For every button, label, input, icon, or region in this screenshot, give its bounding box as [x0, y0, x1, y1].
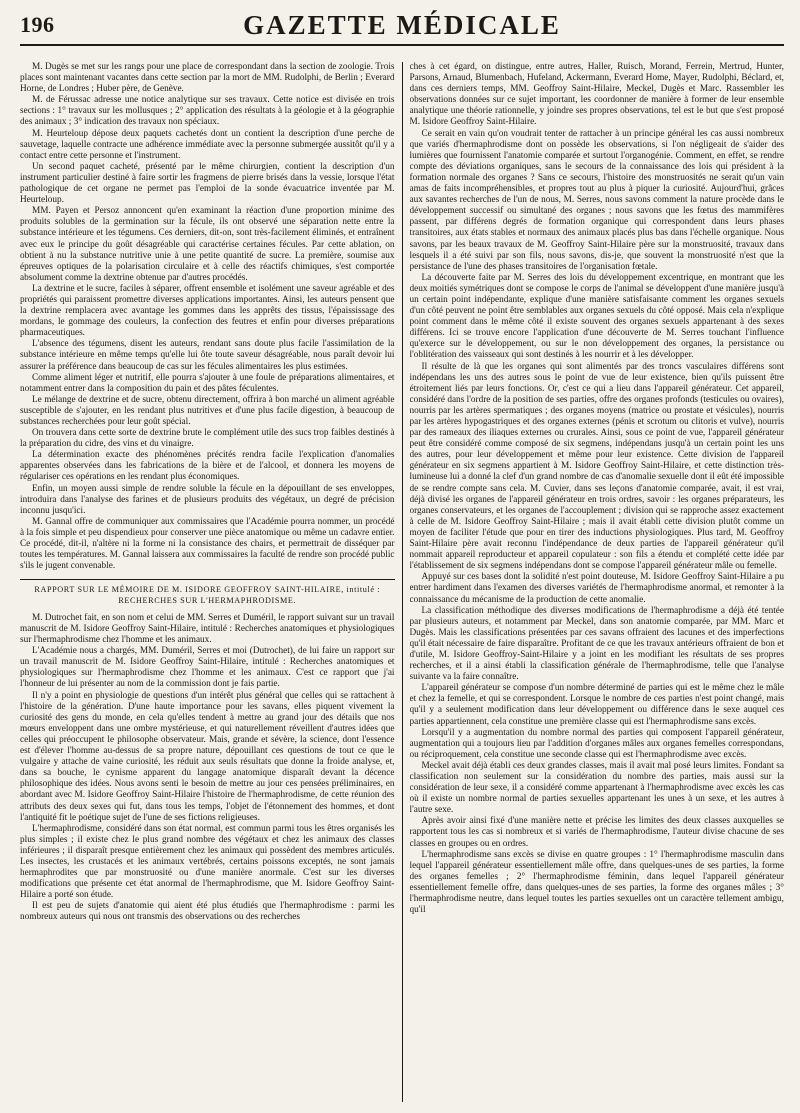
- paragraph: Meckel avait déjà établi ces deux grandes classes, mais il avait mal posé leurs limites. Fondant sa classification non seulement sur la considération du nombre des parties, mais aussi sur la considération de leur sexe, il a considéré comme appartenant à l'hermaphrodisme avec excès les cas où il existe un nombre normal de parties sexuelles appartenant les unes à un sexe, et les autres à l'autre sexe.: [409, 760, 784, 816]
- paragraph: Le mélange de dextrine et de sucre, obtenu directement, offrira à bon marché un aliment agréable susceptible de s'ajouter, en les rendant plus nutritives et d'une plus facile digestion, à beaucoup de substances recherchées pour leur goût spécial.: [20, 394, 395, 427]
- report-heading: RAPPORT SUR LE MÉMOIRE DE M. ISIDORE GEOFFROY SAINT-HILAIRE, intitulé : RECHERCHES SUR L'HERMAPHRODISME.: [34, 585, 381, 606]
- journal-title: GAZETTE MÉDICALE: [243, 10, 561, 40]
- right-paragraphs: [410, 62, 785, 916]
- left-column: [20, 62, 395, 1102]
- columns: [20, 62, 784, 1102]
- paragraph: L'hermaphrodisme sans excès se divise en quatre groupes : 1° l'hermaphrodisme masculin dans lequel l'appareil générateur essentiellement mâle offre, dans quelques-unes de ses parties, la forme des organes femelles ; 2° l'hermaphrodisme féminin, dans lequel l'appareil générateur essentiellement femelle offre, dans quelques-unes de ses parties, la forme des organes mâles ; 3° l'hermaphrodisme neutre, dans lequel toutes les parties sexuelles ont un caractère tellement ambigu, qu'il: [409, 849, 784, 916]
- paragraph: L'hermaphrodisme, considéré dans son état normal, est commun parmi tous les êtres organisés les plus simples ; il existe chez le plus grand nombre des végétaux et chez les animaux des classes inférieures ; il disparaît presque entièrement chez les animaux qui possèdent des membres articulés. Les insectes, les crustacés et les animaux vertébrés, certains poissons exceptés, ne sont jamais hermaphrodites que par monstruosité ou d'une manière anormale. C'est sur les diverses modifications que présente cet état anormal de l'hermaphrodisme, que M. Isidore Geoffroy Saint-Hilaire a porté son étude.: [20, 823, 395, 901]
- paragraph: Enfin, un moyen aussi simple de rendre soluble la fécule en la dépouillant de ses enveloppes, introduira dans l'analyse des farines et de plusieurs produits des végétaux, un degré de précision inconnu jusqu'ici.: [20, 483, 395, 516]
- paragraph: Il est peu de sujets d'anatomie qui aient été plus étudiés que l'hermaphrodisme : parmi les nombreux auteurs qui nous ont transmis des observations ou des recherches: [20, 901, 395, 923]
- paragraph: L'absence des tégumens, disent les auteurs, rendant sans doute plus facile l'assimilation de la substance intérieure en même temps qu'elle lui ôte toute saveur désagréable, nous paraît devoir lui assurer la préférence dans beaucoup de cas sur les fécules alimentaires les plus estimées.: [20, 339, 395, 372]
- right-column: [410, 62, 785, 1102]
- paragraph: L'Académie nous a chargés, MM. Duméril, Serres et moi (Dutrochet), de lui faire un rapport sur un travail manuscrit de M. Isidore Geoffroy Saint-Hilaire, intitulé : Recherches anatomiques et physiologiques sur l'hermaphrodisme chez l'homme et les animaux. C'est ce rapport que j'ai l'honneur de lui présenter au nom de la commission dont je fais partie.: [20, 646, 395, 690]
- paragraph: M. de Férussac adresse une notice analytique sur ses travaux. Cette notice est divisée en trois sections : 1° travaux sur les mollusques ; 2° application des résultats à la géologie et à la géographie des animaux ; 3° indication des travaux non spéciaux.: [20, 95, 395, 128]
- left-paragraphs-after: [20, 613, 395, 924]
- paragraph: L'appareil générateur se compose d'un nombre déterminé de parties qui est le même chez le mâle et chez la femelle, et qui se correspondent. Lorsque le nombre de ces parties n'est point changé, mais qu'il y a seulement modification dans leur développement ou différence dans le sexe auquel ces parties appartiennent, cela constitue une première classe qui est l'hermaphrodisme sans excès.: [409, 683, 784, 727]
- paragraph: M. Dugès se met sur les rangs pour une place de correspondant dans la section de zoologie. Trois places sont maintenant vacantes dans cette section par la mort de MM. Rudolphi, de Berlin ; Everard Horne, de Londres ; Huber père, de Genève.: [20, 62, 395, 95]
- paragraph: Ce serait en vain qu'on voudrait tenter de rattacher à un principe général les cas aussi nombreux que variés d'hermaphrodisme dont on possède les observations, si l'on négligeait de s'aider des lumières que fournissent l'anatomie comparée et surtout l'organogénie. Comment, en effet, se rendre compte des déviations organiques, sans le secours de la connaissance des lois qui président à la formation normale des organes ? Sans ce secours, l'histoire des monstruosités ne serait qu'un vain amas de faits incompréhensibles, et propres tout au plus à piquer la curiosité. Aujourd'hui, grâces aux savantes recherches de l'un de nous, M. Serres, nous savons comment la nature procède dans le développement successif ou simultané des organes ; nous savons que les fœtus des mammifères passent, par différens degrés de formation organique qui correspondent dans leurs phases transitoires, aux états stables et normaux des animaux placés plus bas dans l'échelle organique. Nous savons, par les beaux travaux de M. Geoffroy Saint-Hilaire père sur la monstruosité, travaux dans lesquels il a été suivi par son fils, nous savons, dis-je, que souvent la monstruosité n'est que la persistance de l'une des phases transitoires de l'organisation fœtale.: [409, 128, 784, 272]
- paragraph: La dextrine et le sucre, faciles à séparer, offrent ensemble et isolément une saveur agréable et des propriétés qui paraissent promettre diverses applications importantes. Ainsi, les auteurs pensent que la dextrine remplacera avec avantage les gommes dans les apprêts des tissus, l'épaississage des mordans, le gommage des couleurs, la confection des feutres et enfin pour diverses préparations pharmaceutiques.: [20, 283, 395, 339]
- paragraph: Il résulte de là que les organes qui sont alimentés par des troncs vasculaires différens sont indépendans les uns des autres sous le point de vue de leur existence, bien qu'ils puissent être étroitement liés par leurs fonctions. Or, c'est ce qui a lieu dans l'appareil générateur. Cet appareil, considéré dans l'ordre de la position de ses parties, offre des organes profonds (testicules ou ovaires), nourris par les artères spermatiques ; des organes moyens (matrice ou prostate et vésicules), nourris par les artères hypogastriques et des organes externes (pénis et scrotum ou clitoris et vulve), nourris par des rameaux des iliaques externes ou crurales. Ainsi, sous ce point de vue, l'appareil générateur peut être considéré comme composé de six segmens, indépendans jusqu'à un certain point les uns des autres, pour leur développement et même pour leur existence. Cette division de l'appareil générateur en six segmens appartient à M. Isidore Geoffroy Saint-Hilaire, et cette distinction très-lumineuse lui a donné la clef d'un grand nombre de cas d'anomalie sexuelle dont il eût été impossible de se rendre compte sans cela. M. Cuvier, dans ses leçons d'anatomie comparée, avait, il est vrai, déjà divisé les organes de l'appareil générateur en trois ordres, savoir : les organes préparateurs, les organes conservateurs, et les organes de l'accouplement ; division qui se rapproche assez exactement à celle de M. Isidore Geoffroy Saint-Hilaire ; mais il avait établi cette division plutôt comme un moyen de faciliter l'étude que pour en tirer des inductions physiologiques. Plus tard, M. Geoffroy Saint-Hilaire père avait reconnu l'indépendance de deux parties de l'appareil générateur qu'il nommait appareil reproducteur et appareil copulateur : son fils a étendu et complété cette idée par l'établissement de six segmens indépendans dont se compose l'appareil générateur mâle ou femelle.: [409, 361, 784, 572]
- paragraph: ches à cet égard, on distingue, entre autres, Haller, Ruisch, Morand, Ferrein, Mertrud, Hunter, Parsons, Arnaud, Blumenbach, Hufeland, Ackermann, Everard Home, Mayer, Rudolphi, Béclard, et, dans ces derniers temps, MM. Geoffroy Saint-Hilaire, Meckel, Dugès et Marc. Rassembler les observations données sur ce sujet important, les coordonner de manière à former de leur ensemble analytique une théorie rationnelle, y joindre ses propres observations, tel est le but que s'est proposé M. Isidore Geoffroy Saint-Hilaire.: [409, 62, 784, 128]
- paragraph: MM. Payen et Persoz annoncent qu'en examinant la réaction d'une proportion minime des produits solubles de la germination sur la fécule, ils ont observé une séparation nette entre la substance intérieure et les tégumens. Ces derniers, dit-on, sont très-facilement éliminés, et entraînent avec eux le principe du goût désagréable qui caractérise certaines fécules. Par cette ablation, on obtient à nu la substance nutritive unie à une petite quantité de sucre. La première, soumise aux épreuves optiques de la polarisation circulaire et à celle des réactifs chimiques, s'est comportée absolument comme la dextrine obtenue par d'autres procédés.: [20, 206, 395, 283]
- paragraph: M. Gannal offre de communiquer aux commissaires que l'Académie pourra nommer, un procédé à la fois simple et peu dispendieux pour conserver une pièce anatomique ou même un cadavre entier. Ce procédé, dit-il, n'altère ni la forme ni la consistance des chairs, et permettrait de disséquer par toutes les températures. M. Gannal laissera aux commissaires la faculté de rendre son procédé public s'ils le jugent convenable.: [20, 516, 395, 572]
- masthead: [20, 10, 784, 46]
- left-paragraphs-before: [20, 62, 395, 572]
- paragraph: Appuyé sur ces bases dont la solidité n'est point douteuse, M. Isidore Geoffroy Saint-Hilaire a pu entrer hardiment dans l'examen des diverses variétés de l'hermaphrodisme anormal, et remonter à la connaissance du mécanisme de la production de cette anomalie.: [409, 572, 784, 605]
- paragraph: Il n'y a point en physiologie de questions d'un intérêt plus général que celles qui se rattachent à l'histoire de la génération. D'une haute importance pour les savans, elles piquent vivement la curiosité des gens du monde, en cela qu'elles tendent à mettre au grand jour des détails que nos mœurs enveloppent dans une ombre mystérieuse, et qui naturellement réveillent d'autres idées que celles qui préoccupent le philosophe observateur. Mais, grande et sévère, la science, dont l'essence est d'élever l'homme au-dessus de sa propre nature, dépouillant ces questions de tout ce que le vulgaire y attache de vaine curiosité, les réduit aux seuls résultats que donne la froide analyse, et, dans sa bouche, le cynisme apparent du langage anatomique disparaît devant la décence philosophique des idées. Nous avons senti le besoin de mettre au jour ces pensées préliminaires, en abordant avec M. Isidore Geoffroy Saint-Hilaire l'histoire de l'hermaphrodisme, de cette réunion des attributs des deux sexes qui fut, dans tous les temps, l'objet de l'étonnement des hommes, et dont l'antiquité fit le poétique sujet de l'une de ses fictions religieuses.: [20, 690, 395, 823]
- paragraph: La détermination exacte des phénomènes précités rendra facile l'explication d'anomalies apparentes observées dans les fabrications de la bière et de l'alcool, et donnera les moyens de régulariser ces opérations en les rendant plus économiques.: [20, 450, 395, 483]
- paragraph: Comme aliment léger et nutritif, elle pourra s'ajouter à une foule de préparations alimentaires, et notamment entrer dans la composition du pain et des pâtes féculentes.: [20, 372, 395, 394]
- paragraph: M. Dutrochet fait, en son nom et celui de MM. Serres et Duméril, le rapport suivant sur un travail manuscrit de M. Isidore Geoffroy Saint-Hilaire, intitulé : Recherches anatomiques et physiologiques sur l'hermaphrodisme chez l'homme et les animaux.: [20, 612, 395, 646]
- paragraph: La classification méthodique des diverses modifications de l'hermaphrodisme a déjà été tentée par plusieurs auteurs, et notamment par Meckel, dans son anatomie comparée, par MM. Marc et Dugès. Mais les classifications présentées par ces savans offraient des lacunes et des imperfections qu'il était nécessaire de faire disparaître. Profitant de ce que les travaux antérieurs offraient de bon et d'utile, M. Isidore Geoffroy-Saint-Hilaire y a joint en les modifiant les résultats de ses propres recherches, et il a ainsi établi la classification générale de l'hermaphrodisme, telle que l'analyse suivante va la faire connaître.: [409, 605, 784, 683]
- paragraph: Un second paquet cacheté, présenté par le même chirurgien, contient la description d'un instrument particulier destiné à faire sortir les fragmens de pierre brisés dans la vessie, lorsque l'état pathologique de cet organe ne permet pas l'emploi de la sonde évacuatrice inventée par M. Heurteloup.: [20, 161, 395, 206]
- paragraph: Lorsqu'il y a augmentation du nombre normal des parties qui composent l'appareil générateur, augmentation qui a toujours lieu par l'addition d'organes mâles aux organes femelles correspondans, ou réciproquement, cela constitue une seconde classe qui est l'hermaphrodisme avec excès.: [409, 727, 784, 760]
- paragraph: La découverte faite par M. Serres des lois du développement excentrique, en montrant que les deux moitiés symétriques dont se compose le corps de l'animal se développent d'une manière jusqu'à un certain point indépendante, explique d'une manière satisfaisante comment les organes sexuels d'un côté peuvent ne point être semblables aux organes sexuels du côté opposé. Mais cela n'explique point comment dans le même côté il existe souvent des organes sexuels appartenant à des sexes différens. Ici se trouve encore l'application d'une découverte de M. Serres touchant l'influence qu'exerce sur le développement, ou sur le non développement des organes, la persistance ou l'oblitération des vaisseaux qui sont destinés à les nourrir et à les développer.: [409, 272, 784, 361]
- paragraph: On trouvera dans cette sorte de dextrine brute le complément utile des sucs trop faibles destinés à la préparation du cidre, des vins et du vinaigre.: [20, 428, 395, 450]
- paragraph: Après avoir ainsi fixé d'une manière nette et précise les limites des deux classes auxquelles se rapportent tous les cas si nombreux et si variés de l'hermaphrodisme, l'auteur divise chacune de ses classes en groupes ou en ordres.: [409, 816, 784, 849]
- column-rule: [402, 62, 403, 1102]
- paragraph: M. Heurteloup dépose deux paquets cachetés dont un contient la description d'une perche de sauvetage, laquelle contracte une adhérence immédiate avec la personne submergée aussitôt qu'il y a contact entre cette personne et l'instrument.: [20, 128, 395, 161]
- section-separator: [20, 579, 395, 580]
- page-number: 196: [20, 12, 55, 37]
